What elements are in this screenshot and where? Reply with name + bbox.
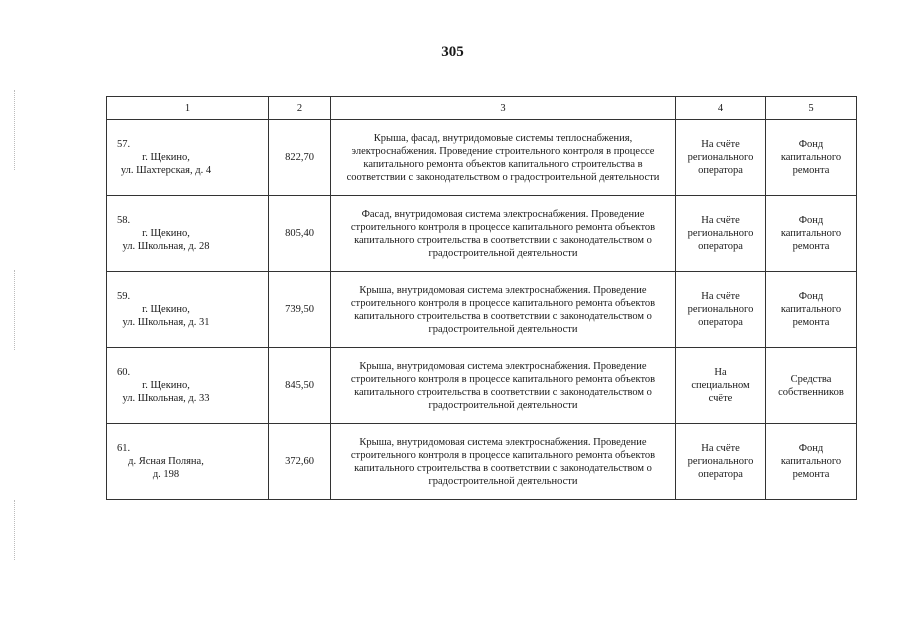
funding-source-cell-line: капитального <box>780 456 842 467</box>
address-cell <box>107 348 269 424</box>
funding-source-cell-line: Средства <box>790 373 832 385</box>
account-cell-line: оператора <box>698 165 743 176</box>
account-cell <box>676 272 766 348</box>
address-text <box>111 379 221 405</box>
account-cell <box>676 348 766 424</box>
table-row <box>107 424 857 500</box>
address-text <box>111 455 221 481</box>
account-cell <box>676 196 766 272</box>
area-cell: 805,40 <box>269 196 331 272</box>
funding-source-cell-line: капитального <box>780 228 842 239</box>
work-description-cell: Крыша, внутридомовая система электроснабжения. Проведение строительного контроля в процессе капитального ремонта объектов капитального строительства в соответствии с законодательством о градостроительной деятельности <box>331 424 676 500</box>
funding-source-cell-line: капитального <box>780 304 842 315</box>
funding-source-cell-line: капитального <box>780 152 842 163</box>
work-description-cell: Крыша, внутридомовая система электроснабжения. Проведение строительного контроля в процессе капитального ремонта объектов капитального строительства в соответствии с законодательством о градостроительной деятельности <box>331 348 676 424</box>
funding-source-cell <box>766 424 857 500</box>
row-number: 59. <box>117 291 131 303</box>
works-table <box>106 96 857 500</box>
margin-scan-marks-top <box>14 90 17 170</box>
funding-source-cell-line: собственников <box>778 386 844 398</box>
funding-source-cell-line: Фонд <box>798 291 824 302</box>
funding-source-cell-line: Фонд <box>798 215 824 226</box>
account-cell-line: На счёте <box>701 443 740 454</box>
funding-source-cell-line: Фонд <box>798 443 824 454</box>
table-header-row <box>107 97 857 120</box>
page-number: 305 <box>441 44 464 60</box>
address-text <box>111 151 221 177</box>
funding-source-cell-line: Фонд <box>798 139 824 150</box>
account-cell-line: На счёте <box>701 291 740 302</box>
account-cell-line: На счёте <box>701 215 740 226</box>
column-header-4: 4 <box>676 97 766 120</box>
funding-source-cell-line: ремонта <box>792 469 830 480</box>
column-header-3: 3 <box>331 97 676 120</box>
row-number: 58. <box>117 215 131 227</box>
work-description-cell: Крыша, внутридомовая система электроснабжения. Проведение строительного контроля в процессе капитального ремонта объектов капитального строительства в соответствии с законодательством о градостроительной деятельности <box>331 272 676 348</box>
account-cell-line: оператора <box>698 317 743 328</box>
account-cell-line: оператора <box>698 241 743 252</box>
work-description-cell: Фасад, внутридомовая система электроснабжения. Проведение строительного контроля в процессе капитального ремонта объектов капитального строительства в соответствии с законодательством о градостроительной деятельности <box>331 196 676 272</box>
table-row <box>107 348 857 424</box>
address-line: ул. Школьная, д. 31 <box>122 317 210 329</box>
address-line: ул. Шахтерская, д. 4 <box>120 165 212 177</box>
area-cell: 845,50 <box>269 348 331 424</box>
column-header-2: 2 <box>269 97 331 120</box>
column-header-1: 1 <box>107 97 269 120</box>
row-number: 61. <box>117 443 131 455</box>
work-description-cell: Крыша, фасад, внутридомовые системы теплоснабжения, электроснабжения. Проведение строительного контроля в процессе капитального ремонта объектов капитального строительства в соответствии с законодательством о градостроительной деятельности <box>331 120 676 196</box>
account-cell <box>676 424 766 500</box>
table-body <box>107 120 857 500</box>
address-line: г. Щекино, <box>142 228 190 240</box>
margin-scan-marks-bottom <box>14 500 17 560</box>
margin-scan-marks-mid <box>14 270 17 350</box>
funding-source-cell-line: ремонта <box>792 165 830 176</box>
address-text <box>111 303 221 329</box>
table-row <box>107 272 857 348</box>
row-number: 60. <box>117 367 131 379</box>
account-cell-line: специальном <box>691 380 750 391</box>
account-cell-line: На <box>714 367 727 378</box>
address-cell <box>107 424 269 500</box>
address-cell <box>107 196 269 272</box>
account-cell-line: счёте <box>708 393 733 404</box>
area-cell: 372,60 <box>269 424 331 500</box>
account-cell <box>676 120 766 196</box>
table-row <box>107 120 857 196</box>
account-cell-line: регионального <box>687 304 754 315</box>
funding-source-cell <box>766 272 857 348</box>
funding-source-cell-line: ремонта <box>792 317 830 328</box>
address-line: д. 198 <box>152 469 180 481</box>
address-line: г. Щекино, <box>142 380 190 392</box>
address-cell <box>107 120 269 196</box>
area-cell: 739,50 <box>269 272 331 348</box>
table-row <box>107 196 857 272</box>
funding-source-cell-line: ремонта <box>792 241 830 252</box>
row-number: 57. <box>117 139 131 151</box>
funding-source-cell <box>766 348 857 424</box>
address-line: г. Щекино, <box>142 152 190 164</box>
account-cell-line: оператора <box>698 469 743 480</box>
account-cell-line: регионального <box>687 152 754 163</box>
area-cell: 822,70 <box>269 120 331 196</box>
account-cell-line: регионального <box>687 228 754 239</box>
address-line: г. Щекино, <box>142 304 190 316</box>
account-cell-line: регионального <box>687 456 754 467</box>
column-header-5: 5 <box>766 97 857 120</box>
funding-source-cell <box>766 196 857 272</box>
address-line: ул. Школьная, д. 28 <box>122 241 210 253</box>
account-cell-line: На счёте <box>701 139 740 150</box>
address-line: д. Ясная Поляна, <box>128 456 204 468</box>
address-text <box>111 227 221 253</box>
address-cell <box>107 272 269 348</box>
funding-source-cell <box>766 120 857 196</box>
address-line: ул. Школьная, д. 33 <box>122 393 210 405</box>
